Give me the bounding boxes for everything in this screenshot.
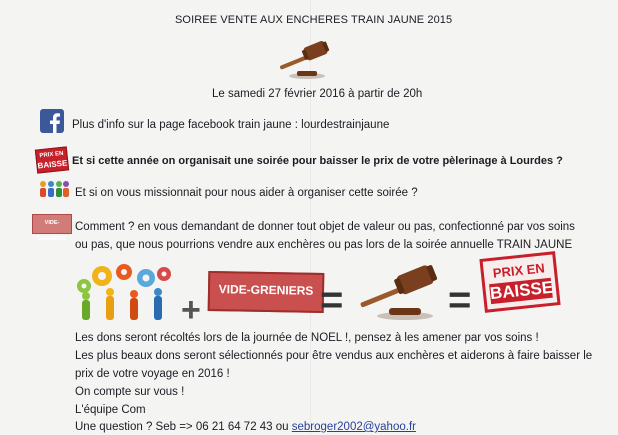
selection-line-2: prix de votre voyage en 2016 ! — [75, 368, 230, 380]
question-line: Et si cette année on organisait une soirée pour baisser le prix de votre pèlerinage à Lourdes ? — [72, 155, 563, 167]
team-signature: L'équipe Com — [75, 404, 146, 416]
equation-equals-1: = — [320, 278, 344, 322]
small-tag-label: VIDE-GRENIERS — [37, 220, 67, 242]
equation-equals-2: = — [448, 278, 472, 322]
mission-line: Et si on vous missionnait pour nous aider à organiser cette soirée ? — [75, 187, 418, 199]
large-stamp-line1: PRIX EN — [492, 260, 546, 281]
page-title: SOIREE VENTE AUX ENCHERES TRAIN JAUNE 2015 — [175, 14, 453, 26]
small-stamp-line2: BAISSE — [37, 158, 68, 171]
facebook-info: Plus d'info sur la page facebook train jaune : lourdestrainjaune — [72, 119, 390, 131]
vide-greniers-banner — [208, 271, 325, 313]
selection-line-1: Les plus beaux dons seront sélectionnés pour être vendus aux enchères et aiderons à faire baisser le — [75, 350, 593, 362]
contact-email-link[interactable]: sebroger2002@yahoo.fr — [291, 421, 416, 433]
equation-plus: + — [181, 291, 201, 329]
facebook-icon — [40, 109, 64, 133]
gavel-icon — [275, 38, 335, 80]
contact-line — [75, 420, 416, 434]
count-on-you: On compte sur vous ! — [75, 386, 185, 398]
prix-en-baisse-small-stamp — [35, 146, 69, 173]
large-stamp-line2: BAISSE — [489, 277, 555, 304]
gavel-large-icon — [355, 262, 443, 322]
vide-greniers-label: VIDE-GRENIERS — [218, 282, 314, 298]
comment-line-2: ou pas, que nous pourrions vendre aux enchères ou pas lors de la soirée annuelle TRAIN JAUNE — [75, 239, 573, 251]
prix-en-baisse-large-stamp — [479, 251, 560, 313]
vide-greniers-small-tag — [32, 214, 72, 242]
gears-team-illustration — [72, 262, 182, 322]
contact-prefix: Une question ? Seb => 06 21 64 72 43 ou — [75, 421, 292, 433]
comment-line-1: Comment ? en vous demandant de donner tout objet de valeur ou pas, confectionné par vos soins — [75, 221, 575, 233]
dons-line: Les dons seront récoltés lors de la journée de NOEL !, pensez à les amener par vos soins ! — [75, 332, 539, 344]
team-people-icon — [38, 180, 70, 198]
event-date: Le samedi 27 février 2016 à partir de 20h — [212, 88, 423, 100]
small-stamp-line1: PRIX EN — [39, 150, 64, 160]
